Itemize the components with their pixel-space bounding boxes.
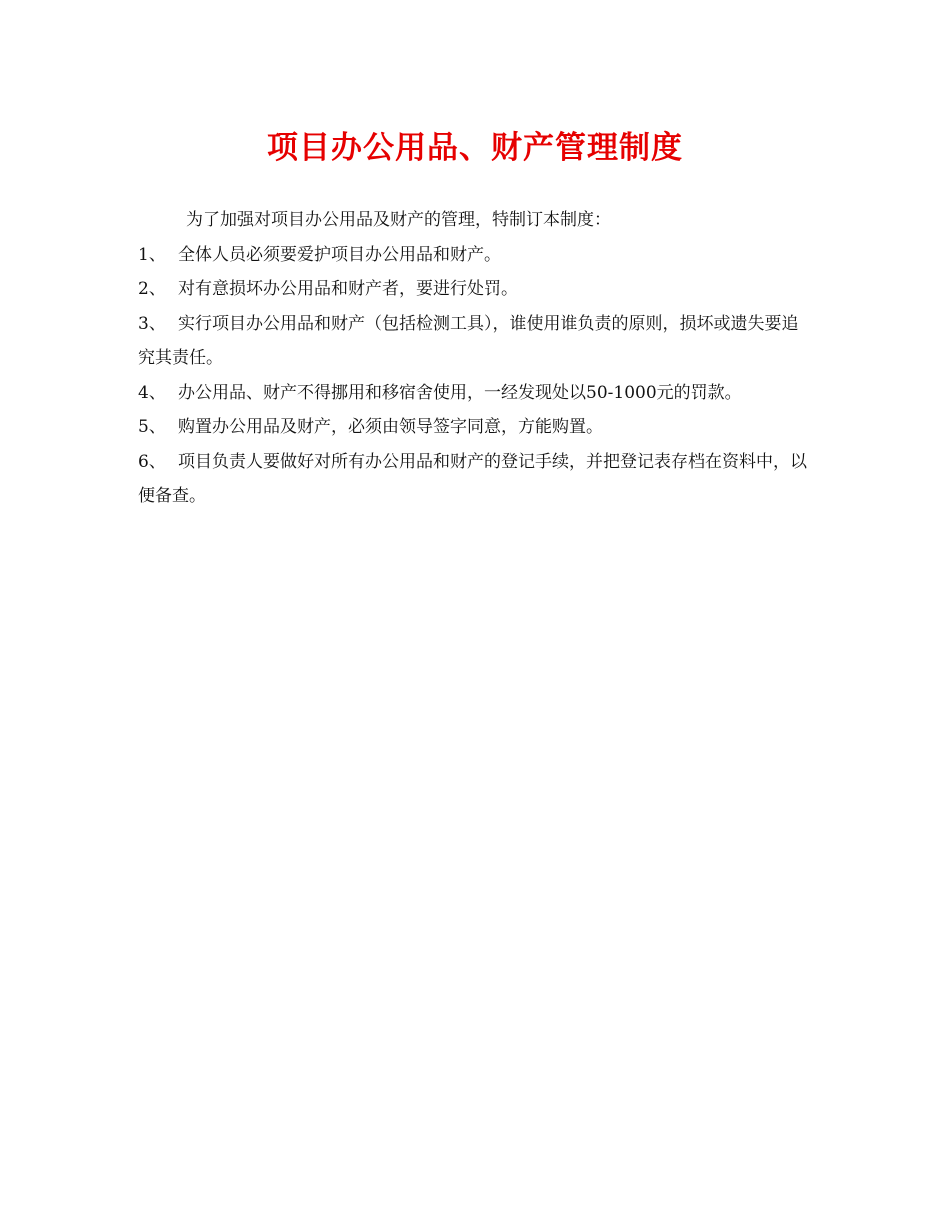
rule-number: 6、 xyxy=(138,451,166,472)
rule-number: 3、 xyxy=(138,313,166,334)
rule-text: 全体人员必须要爱护项目办公用品和财产。 xyxy=(178,244,501,265)
rule-number: 5、 xyxy=(138,417,166,437)
rule-number: 2、 xyxy=(138,279,166,299)
rule-item xyxy=(138,445,814,514)
rule-item xyxy=(138,376,814,411)
rule-item xyxy=(138,410,814,445)
document-body xyxy=(138,203,814,514)
document-title: 项目办公用品、财产管理制度 xyxy=(267,130,683,166)
rule-item xyxy=(138,272,814,307)
rule-item xyxy=(138,307,814,376)
rule-text: 办公用品、财产不得挪用和移宿舍使用，一经发现处以50-1000元的罚款。 xyxy=(178,382,742,403)
rule-item xyxy=(138,238,814,273)
rule-text: 购置办公用品及财产，必须由领导签字同意，方能购置。 xyxy=(178,417,603,437)
rule-text: 项目负责人要做好对所有办公用品和财产的登记手续，并把登记表存档在资料中，以便备查。 xyxy=(138,451,807,506)
rule-text: 对有意损坏办公用品和财产者，要进行处罚。 xyxy=(178,279,518,299)
rule-number: 1、 xyxy=(138,244,166,265)
intro-paragraph: 为了加强对项目办公用品及财产的管理，特制订本制度： xyxy=(186,210,611,230)
rule-number: 4、 xyxy=(138,382,166,403)
rule-text: 实行项目办公用品和财产（包括检测工具），谁使用谁负责的原则，损坏或遗失要追究其责任。 xyxy=(138,313,799,368)
